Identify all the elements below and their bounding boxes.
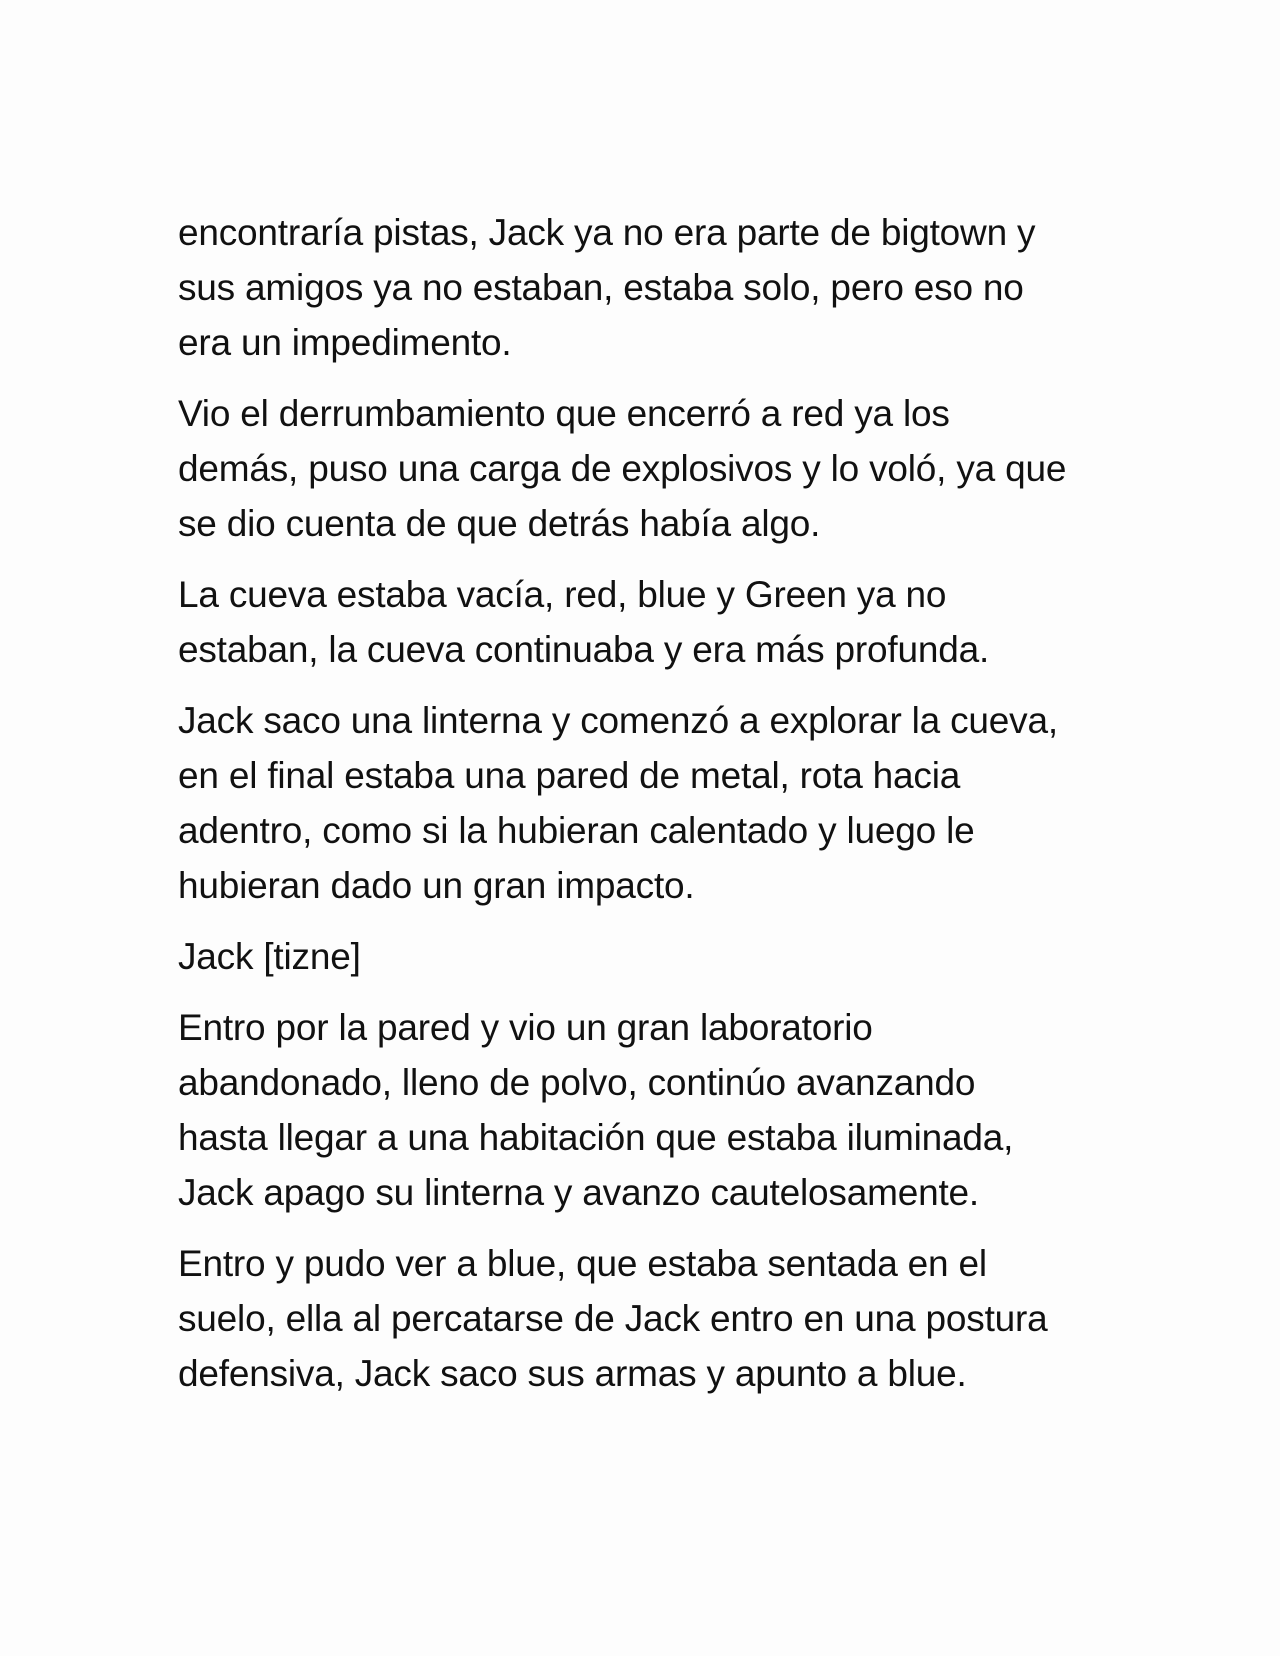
text-line: hasta llegar a una habitación que estaba iluminada, — [178, 1117, 1014, 1158]
text-line: encontraría pistas, Jack ya no era parte de bigtown y — [178, 212, 1036, 253]
text-line: adentro, como si la hubieran calentado y luego le — [178, 810, 975, 851]
paragraph-6 — [178, 1000, 1113, 1220]
text-line: era un impedimento. — [178, 322, 512, 363]
text-line: La cueva estaba vacía, red, blue y Green ya no — [178, 574, 947, 615]
text-line: hubieran dado un gran impacto. — [178, 865, 695, 906]
text-line: Entro y pudo ver a blue, que estaba sentada en el — [178, 1243, 987, 1284]
text-line: abandonado, lleno de polvo, continúo avanzando — [178, 1062, 976, 1103]
paragraph-4 — [178, 693, 1113, 913]
paragraph-2 — [178, 386, 1113, 551]
document-body — [178, 205, 1113, 1417]
paragraph-7 — [178, 1236, 1113, 1401]
text-line: se dio cuenta de que detrás había algo. — [178, 503, 821, 544]
paragraph-3 — [178, 567, 1113, 677]
text-line: Jack [tizne] — [178, 936, 361, 977]
text-line: demás, puso una carga de explosivos y lo voló, ya que — [178, 448, 1067, 489]
text-line: estaban, la cueva continuaba y era más profunda. — [178, 629, 990, 670]
paragraph-5 — [178, 929, 1113, 984]
text-line: sus amigos ya no estaban, estaba solo, pero eso no — [178, 267, 1024, 308]
text-line: Vio el derrumbamiento que encerró a red ya los — [178, 393, 950, 434]
text-line: Jack saco una linterna y comenzó a explorar la cueva, — [178, 700, 1058, 741]
text-line: Jack apago su linterna y avanzo cautelosamente. — [178, 1172, 979, 1213]
text-line: defensiva, Jack saco sus armas y apunto a blue. — [178, 1353, 967, 1394]
text-line: Entro por la pared y vio un gran laboratorio — [178, 1007, 873, 1048]
text-line: en el final estaba una pared de metal, rota hacia — [178, 755, 961, 796]
text-line: suelo, ella al percatarse de Jack entro en una postura — [178, 1298, 1048, 1339]
paragraph-1 — [178, 205, 1113, 370]
